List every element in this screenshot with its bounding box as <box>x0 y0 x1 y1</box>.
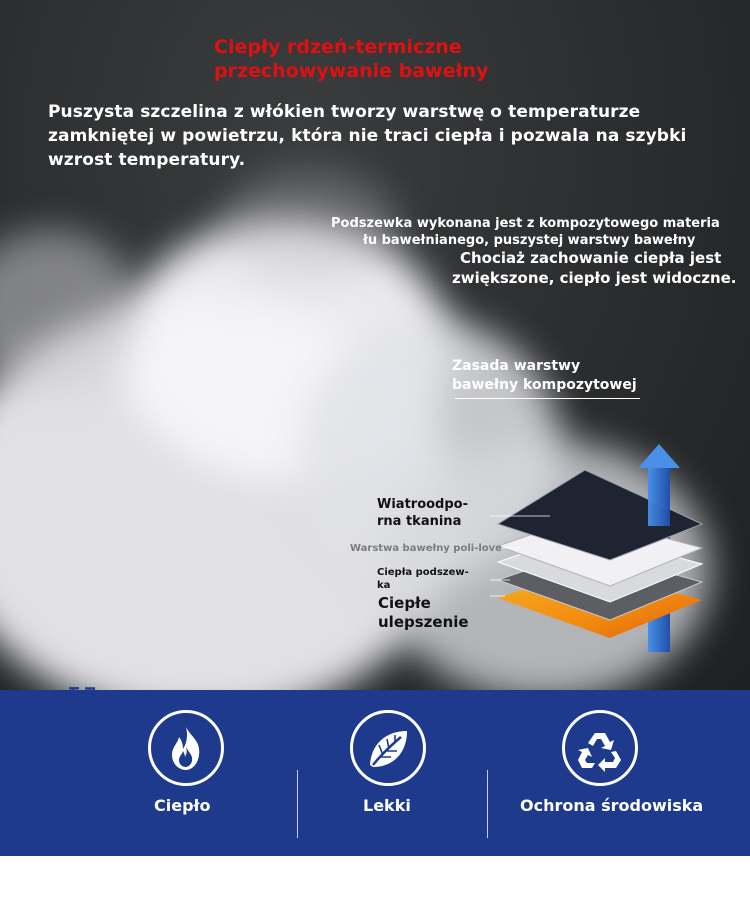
divider <box>297 770 298 838</box>
heat-arrow-front <box>648 466 670 526</box>
feature-warm <box>148 690 228 856</box>
windproof-label: Wiatroodpo- rna tkanina <box>377 497 468 529</box>
principle-underline <box>455 398 640 399</box>
feature-eco <box>520 690 704 856</box>
page-title: Ciepły rdzeń-termiczne przechowywanie bawełny <box>214 36 489 82</box>
feature-label: Ochrona środowiska <box>520 796 704 815</box>
recycle-icon <box>565 713 635 783</box>
intro-text: Puszysta szczelina z włókien tworzy warstwę o temperaturze zamkniętej w powietrzu, która nie traci ciepła i pozwala na szybki wzrost temperatury. <box>48 102 687 170</box>
feature-circle <box>148 710 224 786</box>
warm-label: Ciepłe ulepszenie <box>378 594 469 631</box>
divider <box>487 770 488 838</box>
features-band <box>0 690 750 856</box>
flame-icon <box>151 713 221 783</box>
poli-love-label: Warstwa bawełny poli-love <box>350 543 502 554</box>
layer-diagram <box>490 440 720 660</box>
vertical-caption: Poli-ciepła bawełna kompozytowa <box>65 686 96 829</box>
feature-circle <box>562 710 638 786</box>
principle-heading: Zasada warstwy bawełny kompozytowej <box>452 358 637 393</box>
feature-light <box>350 690 430 856</box>
lining-label: Ciepła podszew- ka <box>377 567 469 591</box>
feature-label: Ciepło <box>154 796 211 815</box>
heat-arrow-head <box>638 444 680 468</box>
leaf-icon <box>353 713 423 783</box>
bottom-whitespace <box>0 856 750 898</box>
feature-circle <box>350 710 426 786</box>
feature-label: Lekki <box>363 796 411 815</box>
warmth-description: Chociaż zachowanie ciepła jest zwiększone, ciepło jest widoczne. <box>452 249 737 287</box>
lining-description: Podszewka wykonana jest z kompozytowego materia łu bawełnianego, puszystej warstwy bawełny <box>331 216 720 248</box>
